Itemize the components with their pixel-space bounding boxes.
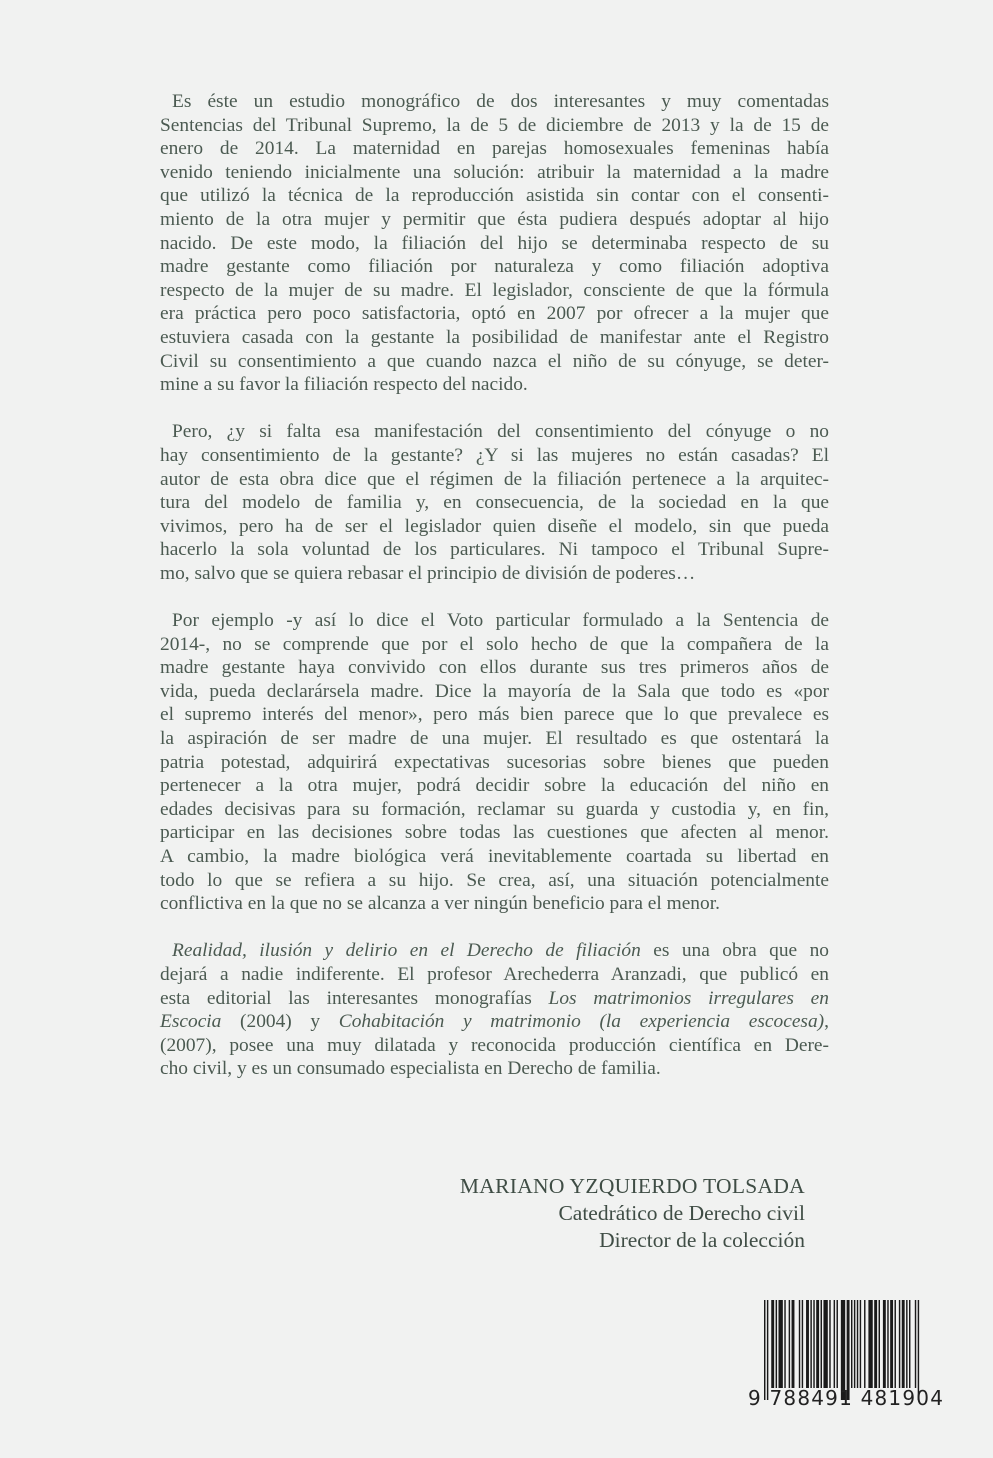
text-segment: dejará a nadie indiferente. El profesor Arechederra Aranzadi, que publicó en bbox=[160, 963, 829, 985]
barcode-bar bbox=[909, 1300, 910, 1388]
barcode-bar bbox=[841, 1300, 845, 1400]
text-segment: patria potestad, adquirirá expectativas sucesorias sobre bienes que pueden bbox=[160, 751, 829, 773]
text-segment: (2007), posee una muy dilatada y reconocida producción científica en Dere- bbox=[160, 1034, 829, 1056]
text-line bbox=[160, 869, 829, 893]
text-line bbox=[160, 703, 829, 727]
barcode-bar bbox=[767, 1300, 768, 1400]
text-line bbox=[160, 232, 829, 256]
barcode-bar bbox=[864, 1300, 865, 1388]
text-segment: respecto de la mujer de su madre. El legislador, consciente de que la fórmula bbox=[160, 279, 829, 301]
back-cover-text bbox=[160, 90, 829, 1105]
barcode-bar bbox=[890, 1300, 893, 1388]
barcode-bar bbox=[857, 1300, 858, 1388]
author-name: MARIANO YZQUIERDO TOLSADA bbox=[459, 1174, 805, 1198]
text-segment: el supremo interés del menor», pero más bien parece que lo que prevalece es bbox=[160, 704, 829, 726]
text-segment: 2014-, no se comprende que por el solo hecho de que la compañera de la bbox=[160, 633, 829, 655]
text-segment: madre gestante como filiación por naturaleza y como filiación adoptiva bbox=[160, 256, 829, 278]
barcode-bar bbox=[902, 1300, 905, 1388]
text-segment: , bbox=[824, 1011, 829, 1033]
text-line bbox=[160, 845, 829, 869]
text-line bbox=[160, 751, 829, 775]
text-segment: Sentencias del Tribunal Supremo, la de 5 de diciembre de 2013 y la de 15 de bbox=[160, 114, 829, 136]
text-line bbox=[160, 444, 829, 468]
barcode-bar bbox=[899, 1300, 900, 1388]
barcode-bar bbox=[813, 1300, 814, 1388]
barcode-bar bbox=[802, 1300, 803, 1388]
text-segment: todo lo que se refiera a su hijo. Se crea, así, una situación potencialmente bbox=[160, 869, 829, 891]
text-segment: pertenecer a la otra mujer, podrá decidir sobre la educación del niño en bbox=[160, 775, 829, 797]
text-line bbox=[160, 892, 829, 916]
text-segment: autor de esta obra dice que el régimen de la filiación pertenece a la arquitec- bbox=[160, 468, 829, 490]
paragraph bbox=[160, 90, 829, 397]
paragraph bbox=[160, 609, 829, 916]
text-line bbox=[160, 1057, 829, 1081]
barcode-bar bbox=[883, 1300, 886, 1388]
text-line bbox=[160, 279, 829, 303]
text-segment: edades decisivas para su formación, reclamar su guarda y custodia y, en fin, bbox=[160, 798, 829, 820]
text-segment: venido teniendo inicialmente una solución: atribuir la maternidad a la madre bbox=[160, 161, 829, 183]
text-segment: mo, salvo que se quiera rebasar el principio de división de poderes… bbox=[160, 562, 696, 584]
barcode-bar bbox=[915, 1300, 916, 1388]
text-segment: madre gestante haya convivido con ellos durante sus tres primeros años de bbox=[160, 657, 829, 679]
barcode-bar bbox=[821, 1300, 822, 1388]
text-line bbox=[160, 1034, 829, 1058]
text-line bbox=[160, 633, 829, 657]
text-line bbox=[160, 326, 829, 350]
italic-title: Los matrimonios irregulares en bbox=[548, 987, 829, 1009]
text-segment: esta editorial las interesantes monografías bbox=[160, 987, 549, 1009]
text-line bbox=[160, 491, 829, 515]
author-title: Catedrático de Derecho civil bbox=[558, 1201, 805, 1225]
text-line bbox=[160, 137, 829, 161]
text-line bbox=[160, 774, 829, 798]
text-line bbox=[160, 302, 829, 326]
text-segment: estuviera casada con la gestante la posibilidad de manifestar ante el Registro bbox=[160, 326, 829, 348]
text-line bbox=[160, 798, 829, 822]
text-segment: Pero, ¿y si falta esa manifestación del consentimiento del cónyuge o no bbox=[172, 421, 829, 443]
barcode-bar bbox=[834, 1300, 835, 1388]
barcode-bar bbox=[837, 1300, 838, 1388]
text-line bbox=[160, 939, 829, 963]
text-line bbox=[160, 562, 829, 586]
barcode-bar bbox=[874, 1300, 877, 1388]
text-line bbox=[160, 184, 829, 208]
text-segment: tura del modelo de familia y, en consecuencia, de la sociedad en la que bbox=[160, 492, 829, 514]
text-line bbox=[160, 468, 829, 492]
text-line bbox=[160, 656, 829, 680]
italic-title: Escocia bbox=[160, 1011, 222, 1033]
barcode-bar bbox=[906, 1300, 907, 1388]
italic-title: Realidad, ilusión y delirio en el Derecho de filiación bbox=[172, 940, 641, 962]
barcode-bar bbox=[860, 1300, 861, 1388]
text-segment: Es éste un estudio monográfico de dos interesantes y muy comentadas bbox=[172, 91, 829, 112]
text-segment: nacido. De este modo, la filiación del hijo se determinaba respecto de su bbox=[160, 232, 829, 254]
text-segment: vivimos, pero ha de ser el legislador quien diseñe el modelo, sin que pueda bbox=[160, 515, 829, 537]
text-segment: Por ejemplo -y así lo dice el Voto particular formulado a la Sentencia de bbox=[172, 610, 829, 632]
barcode-bar bbox=[764, 1300, 765, 1400]
barcode-bar bbox=[771, 1300, 774, 1388]
text-segment: participar en las decisiones sobre todas las cuestiones que afecten al menor. bbox=[160, 822, 829, 844]
text-line bbox=[160, 420, 829, 444]
barcode-bar bbox=[810, 1300, 811, 1388]
isbn-digits: 9 788491 481904 bbox=[748, 1386, 945, 1410]
barcode-bar bbox=[816, 1300, 819, 1388]
text-segment: la aspiración de ser madre de una mujer. El resultado es que ostentará la bbox=[160, 728, 829, 750]
text-segment: enero de 2014. La maternidad en parejas homosexuales femeninas había bbox=[160, 138, 829, 160]
barcode-bar bbox=[779, 1300, 783, 1388]
text-line bbox=[160, 987, 829, 1011]
text-segment: A cambio, la madre biológica verá inevitablemente coartada su libertad en bbox=[160, 846, 829, 867]
text-line bbox=[160, 538, 829, 562]
text-segment: es una obra que no bbox=[640, 940, 829, 962]
text-line bbox=[160, 609, 829, 633]
text-segment: conflictiva en la que no se alcanza a ver ningún beneficio para el menor. bbox=[160, 893, 720, 915]
barcode-bar bbox=[868, 1300, 872, 1388]
barcode-bar bbox=[829, 1300, 830, 1388]
text-segment: miento de la otra mujer y permitir que ésta pudiera después adoptar al hijo bbox=[160, 208, 829, 230]
paragraph bbox=[160, 939, 829, 1081]
text-segment: que utilizó la técnica de la reproducción asistida sin contar con el consenti- bbox=[160, 185, 829, 207]
text-line bbox=[160, 208, 829, 232]
barcode-bar bbox=[851, 1300, 852, 1388]
barcode-bars bbox=[750, 1300, 930, 1400]
text-line bbox=[160, 963, 829, 987]
text-line bbox=[160, 350, 829, 374]
author-role: Director de la colección bbox=[599, 1228, 805, 1252]
barcode-bar bbox=[918, 1300, 919, 1400]
barcode-bar bbox=[879, 1300, 880, 1388]
text-line bbox=[160, 373, 829, 397]
text-line bbox=[160, 821, 829, 845]
text-line bbox=[160, 1010, 829, 1034]
text-line bbox=[160, 90, 829, 114]
text-segment: hay consentimiento de la gestante? ¿Y si las mujeres no están casadas? El bbox=[160, 444, 829, 466]
paragraph bbox=[160, 420, 829, 585]
barcode-bar bbox=[847, 1300, 850, 1400]
text-line bbox=[160, 114, 829, 138]
text-segment: (2004) y bbox=[221, 1011, 339, 1033]
signature-block bbox=[460, 1173, 805, 1254]
text-segment: hacerlo la sola voluntad de los particulares. Ni tampoco el Tribunal Supre- bbox=[160, 539, 829, 561]
text-segment: era práctica pero poco satisfactoria, optó en 2007 por ofrecer a la mujer que bbox=[160, 303, 829, 325]
barcode-bar bbox=[784, 1300, 785, 1388]
text-line bbox=[160, 255, 829, 279]
barcode-bar bbox=[789, 1300, 790, 1388]
text-line bbox=[160, 515, 829, 539]
text-segment: cho civil, y es un consumado especialista en Derecho de familia. bbox=[160, 1058, 661, 1080]
barcode-bar bbox=[887, 1300, 888, 1388]
barcode-bar bbox=[806, 1300, 809, 1388]
text-line bbox=[160, 727, 829, 751]
text-line bbox=[160, 161, 829, 185]
text-line bbox=[160, 680, 829, 704]
barcode-bar bbox=[799, 1300, 800, 1388]
text-segment: Civil su consentimiento a que cuando nazca el niño de su cónyuge, se deter- bbox=[160, 350, 829, 372]
text-segment: mine a su favor la filiación respecto del nacido. bbox=[160, 374, 528, 396]
barcode-bar bbox=[776, 1300, 777, 1388]
barcode-bar bbox=[854, 1300, 855, 1388]
barcode-bar bbox=[792, 1300, 795, 1388]
barcode-bar bbox=[823, 1300, 827, 1388]
barcode-bar bbox=[895, 1300, 896, 1388]
italic-title: Cohabitación y matrimonio (la experiencia escocesa) bbox=[338, 1011, 825, 1033]
text-segment: vida, pueda declarársela madre. Dice la mayoría de la Sala que todo es «por bbox=[160, 680, 829, 702]
